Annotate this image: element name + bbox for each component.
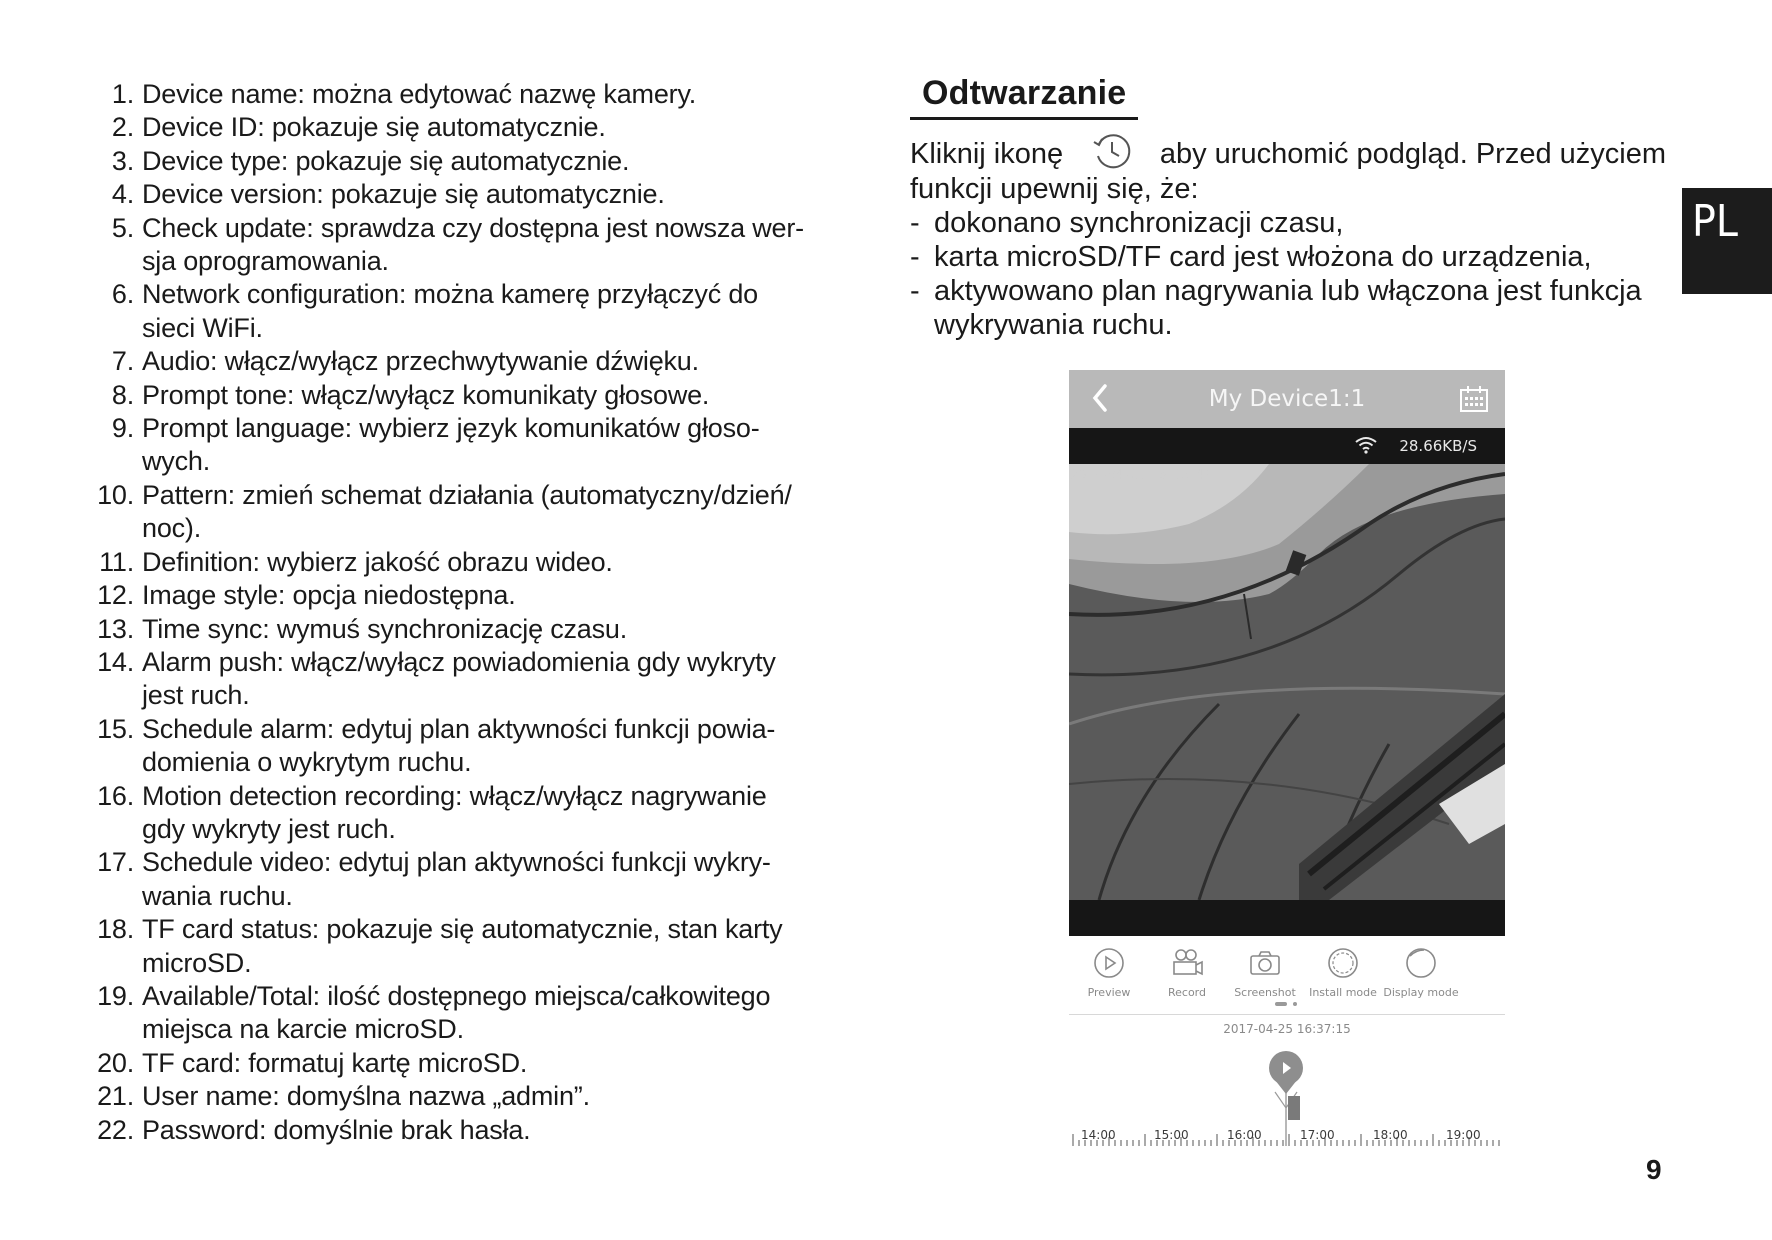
settings-numbered-list <box>88 78 848 1147</box>
settings-list-item <box>88 78 848 111</box>
app-screenshot <box>1069 370 1505 1146</box>
list-item-line: Prompt tone: włącz/wyłącz komunikaty głosowe. <box>142 379 710 410</box>
list-item-line: gdy wykryty jest ruch. <box>142 813 396 844</box>
list-item-line: sja oprogramowania. <box>142 246 389 277</box>
list-number: 3. <box>111 145 134 176</box>
settings-list-item <box>88 1080 848 1113</box>
tool-label: Install mode <box>1309 986 1377 999</box>
list-number: 9. <box>111 413 134 444</box>
preview-button[interactable] <box>1069 946 1149 999</box>
intro-line-2: funkcji upewnij się, że: <box>910 173 1199 205</box>
list-item-line: Device ID: pokazuje się automatycznie. <box>142 112 606 143</box>
settings-list-item <box>88 278 848 345</box>
list-number: 10. <box>97 479 134 510</box>
tool-label: Record <box>1167 986 1206 999</box>
list-number: 22. <box>97 1114 134 1145</box>
list-item-line: Device version: pokazuje się automatycznie. <box>142 179 665 210</box>
requirement-item <box>910 274 1666 342</box>
install-mode-icon <box>1326 946 1360 980</box>
settings-list-item <box>88 1114 848 1147</box>
video-timestamp: 2017-04-25 16:35:49 <box>1071 468 1211 483</box>
list-item-line: miejsca na karcie microSD. <box>142 1014 464 1045</box>
timeline-label: 18:00 <box>1373 1128 1408 1142</box>
timeline-label: 14:00 <box>1081 1128 1116 1142</box>
timeline-label: 19:00 <box>1446 1128 1481 1142</box>
list-item-line: Time sync: wymuś synchronizację czasu. <box>142 613 628 644</box>
list-item-line: Device type: pokazuje się automatycznie. <box>142 145 630 176</box>
section-intro <box>910 136 1666 342</box>
app-title-bar <box>1069 370 1505 428</box>
video-bottom-bar <box>1069 900 1505 936</box>
list-number: 1. <box>111 79 134 109</box>
list-item-line: Definition: wybierz jakość obrazu wideo. <box>142 546 613 577</box>
list-number: 5. <box>111 212 134 243</box>
play-circle-icon <box>1092 946 1126 980</box>
list-item-line: Motion detection recording: włącz/wyłącz nagrywanie <box>142 780 767 811</box>
list-number: 20. <box>97 1047 134 1078</box>
display-mode-button[interactable] <box>1381 946 1461 999</box>
list-item-line: Password: domyślnie brak hasła. <box>142 1114 531 1145</box>
list-number: 19. <box>97 980 134 1011</box>
list-item-line: jest ruch. <box>142 680 250 711</box>
playback-clock-icon <box>1091 130 1133 172</box>
list-item-line: Schedule video: edytuj plan aktywności funkcji wykry- <box>142 847 771 878</box>
timeline-label: 15:00 <box>1154 1128 1189 1142</box>
page-indicator <box>1273 1001 1303 1007</box>
tool-label: Screenshot <box>1234 986 1296 999</box>
list-number: 21. <box>97 1081 134 1112</box>
settings-list-item <box>88 345 848 378</box>
list-number: 2. <box>111 112 134 143</box>
intro-line-1 <box>910 136 1666 172</box>
tool-label: Display mode <box>1383 986 1459 999</box>
settings-list-item <box>88 980 848 1047</box>
settings-list-item <box>88 613 848 646</box>
list-item-line: wania ruchu. <box>142 880 293 911</box>
list-number: 17. <box>97 847 134 878</box>
list-item-line: Image style: opcja niedostępna. <box>142 580 516 611</box>
settings-list-item <box>88 379 848 412</box>
settings-list-item <box>88 212 848 279</box>
timeline-label: 16:00 <box>1227 1128 1262 1142</box>
settings-list-item <box>88 579 848 612</box>
requirement-item-line: wykrywania ruchu. <box>934 309 1173 341</box>
requirement-item-line: aktywowano plan nagrywania lub włączona jest funkcja <box>934 275 1642 307</box>
list-item-line: Schedule alarm: edytuj plan aktywności funkcji powia- <box>142 713 776 744</box>
list-item-line: noc). <box>142 513 202 544</box>
list-number: 14. <box>97 646 134 677</box>
settings-list-item <box>88 780 848 847</box>
video-camera-icon <box>1170 946 1204 980</box>
requirements-list <box>910 206 1666 342</box>
page-number: 9 <box>1646 1154 1662 1185</box>
timeline-timestamp: 2017-04-25 16:37:15 <box>1223 1022 1351 1036</box>
list-item-line: TF card status: pokazuje się automatycznie, stan karty <box>142 914 783 945</box>
requirement-item: - dokonano synchronizacji czasu, <box>910 206 1666 240</box>
tool-label: Preview <box>1087 986 1131 999</box>
list-item-line: Prompt language: wybierz język komunikatów głoso- <box>142 413 760 444</box>
list-item-line: Network configuration: można kamerę przyłączyć do <box>142 279 758 310</box>
list-number: 13. <box>97 613 134 644</box>
list-number: 16. <box>97 780 134 811</box>
list-item-line: Device name: można edytować nazwę kamery. <box>142 79 697 109</box>
requirement-item: - karta microSD/TF card jest włożona do urządzenia, <box>910 240 1666 274</box>
list-item-line: Available/Total: ilość dostępnego miejsca/całkowitego <box>142 980 771 1011</box>
list-item-line: Alarm push: włącz/wyłącz powiadomienia gdy wykryty <box>142 646 776 677</box>
camera-icon <box>1248 946 1282 980</box>
list-item-line: microSD. <box>142 947 252 978</box>
playback-timeline[interactable] <box>1069 1034 1505 1146</box>
install-mode-button[interactable] <box>1303 946 1383 999</box>
list-item-line: Check update: sprawdza czy dostępna jest nowsza wer- <box>142 212 804 243</box>
device-title: My Device1:1 <box>1208 386 1366 412</box>
network-speed-value: 28.66KB/S <box>1399 437 1477 455</box>
list-item-line: sieci WiFi. <box>142 312 263 343</box>
settings-list-column <box>88 78 848 1147</box>
settings-list-item <box>88 1047 848 1080</box>
intro-text-before-icon: Kliknij ikonę <box>910 138 1064 170</box>
list-number: 7. <box>111 346 134 377</box>
language-tab: PL <box>1682 188 1772 294</box>
record-button[interactable] <box>1147 946 1227 999</box>
settings-list-item <box>88 846 848 913</box>
screenshot-button[interactable] <box>1225 946 1305 999</box>
list-item-line: Pattern: zmień schemat działania (automatyczny/dzień/ <box>142 479 792 510</box>
settings-list-item <box>88 479 848 546</box>
settings-list-item <box>88 713 848 780</box>
settings-list-item <box>88 546 848 579</box>
timeline-label: 17:00 <box>1300 1128 1335 1142</box>
settings-list-item <box>88 145 848 178</box>
camera-frame-image <box>1069 464 1505 900</box>
network-speed-bar <box>1069 428 1505 464</box>
camera-video-view[interactable] <box>1069 464 1505 900</box>
wifi-icon <box>1355 436 1377 454</box>
list-number: 15. <box>97 713 134 744</box>
settings-list-item <box>88 178 848 211</box>
display-mode-icon <box>1404 946 1438 980</box>
list-item-line: domienia o wykrytym ruchu. <box>142 747 472 778</box>
list-number: 18. <box>97 914 134 945</box>
list-item-line: User name: domyślna nazwa „admin”. <box>142 1081 590 1112</box>
list-number: 6. <box>111 279 134 310</box>
list-number: 11. <box>99 546 134 577</box>
settings-list-item <box>88 412 848 479</box>
list-number: 8. <box>111 379 134 410</box>
calendar-icon[interactable] <box>1459 384 1489 414</box>
list-item-line: wych. <box>142 446 211 477</box>
list-item-line: Audio: włącz/wyłącz przechwytywanie dźwięku. <box>142 346 699 377</box>
timeline-scale <box>1069 1034 1505 1146</box>
list-item-line: TF card: formatuj kartę microSD. <box>142 1047 528 1078</box>
list-number: 4. <box>111 179 134 210</box>
list-number: 12. <box>97 580 134 611</box>
settings-list-item <box>88 913 848 980</box>
timeline-divider <box>1069 1014 1505 1015</box>
intro-text-after-icon: aby uruchomić podgląd. Przed użyciem <box>1159 138 1666 170</box>
section-heading: Odtwarzanie <box>910 74 1138 120</box>
settings-list-item <box>88 111 848 144</box>
settings-list-item <box>88 646 848 713</box>
